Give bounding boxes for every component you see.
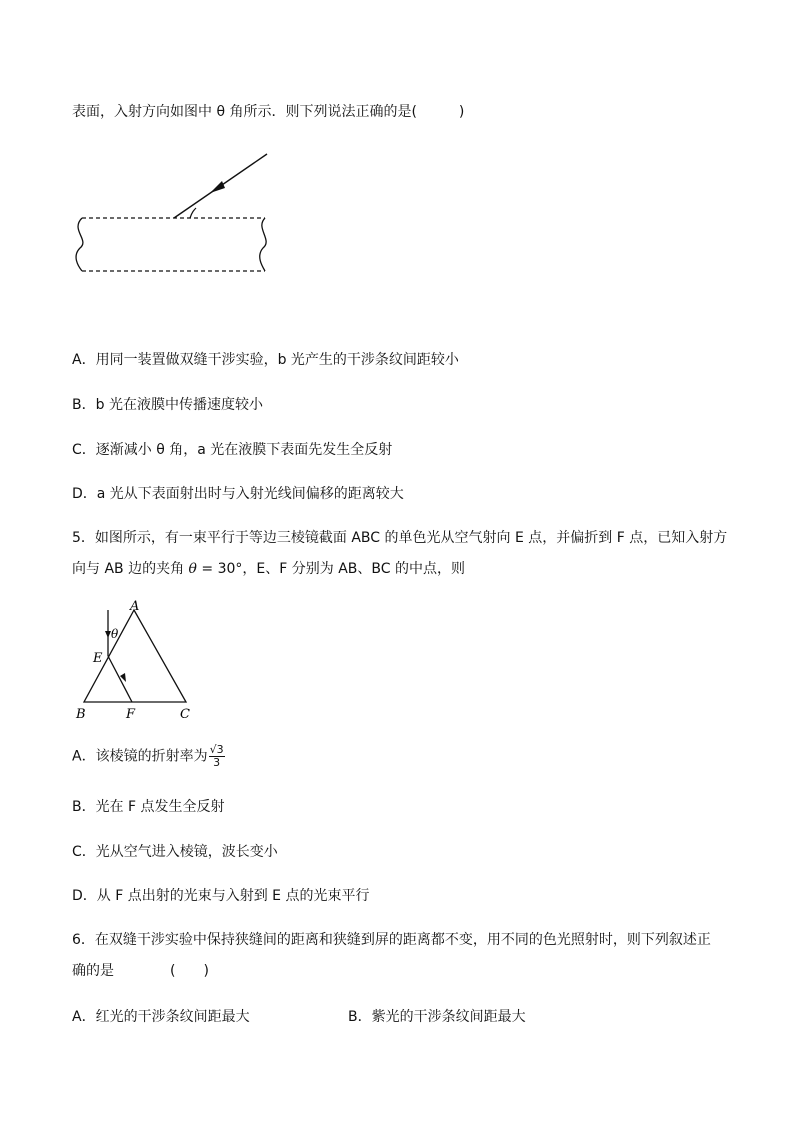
fraction-numerator: √3 [209, 743, 224, 756]
q6-stem-line1: 6．在双缝干涉实验中保持狭缝间的距离和狭缝到屏的距离都不变，用不同的色光照射时，则下列叙述正 [72, 932, 711, 948]
liquid-film-figure [70, 148, 290, 278]
q5-theta-symbol: θ [188, 561, 197, 577]
q5-option-d: D．从 F 点出射的光束与入射到 E 点的光束平行 [72, 888, 370, 904]
prism-label-f: F [126, 707, 136, 722]
q4-option-c: C．逐渐减小 θ 角，a 光在液膜下表面先发生全反射 [72, 442, 393, 458]
q4-option-b: B．b 光在液膜中传播速度较小 [72, 397, 263, 413]
prism-figure [70, 596, 200, 726]
question-intro-line: 表面，入射方向如图中 θ 角所示．则下列说法正确的是( ) [72, 104, 465, 120]
q5-option-b: B．光在 F 点发生全反射 [72, 799, 225, 815]
q4-option-a: A．用同一装置做双缝干涉实验，b 光产生的干涉条纹间距较小 [72, 352, 459, 368]
q5-option-a [72, 744, 225, 769]
prism-label-a: A [130, 599, 140, 614]
q4-option-d: D．a 光从下表面射出时与入射光线间偏移的距离较大 [72, 486, 404, 502]
q5-stem-line2-prefix: 向与 AB 边的夹角 [72, 561, 189, 577]
fraction-denominator: 3 [213, 756, 221, 769]
q5-option-a-text: A．该棱镜的折射率为 [72, 748, 208, 765]
prism-label-b: B [76, 707, 86, 722]
q6-option-b: B．紫光的干涉条纹间距最大 [348, 1009, 526, 1025]
prism-label-e: E [93, 651, 103, 666]
q5-stem-line2-suffix: = 30°，E、F 分别为 AB、BC 的中点，则 [196, 561, 465, 577]
q5-option-a-fraction [209, 744, 225, 769]
q5-stem-line1: 5．如图所示，有一束平行于等边三棱镜截面 ABC 的单色光从空气射向 E 点，并偏折到 F 点，已知入射方 [72, 530, 728, 546]
prism-label-c: C [180, 707, 190, 722]
q6-stem-line2: 确的是 ( ) [72, 963, 209, 979]
q5-option-c: C．光从空气进入棱镜，波长变小 [72, 844, 278, 860]
q5-stem-line2 [72, 559, 465, 579]
q6-option-a: A．红光的干涉条纹间距最大 [72, 1009, 250, 1025]
prism-label-theta: θ [111, 627, 119, 641]
